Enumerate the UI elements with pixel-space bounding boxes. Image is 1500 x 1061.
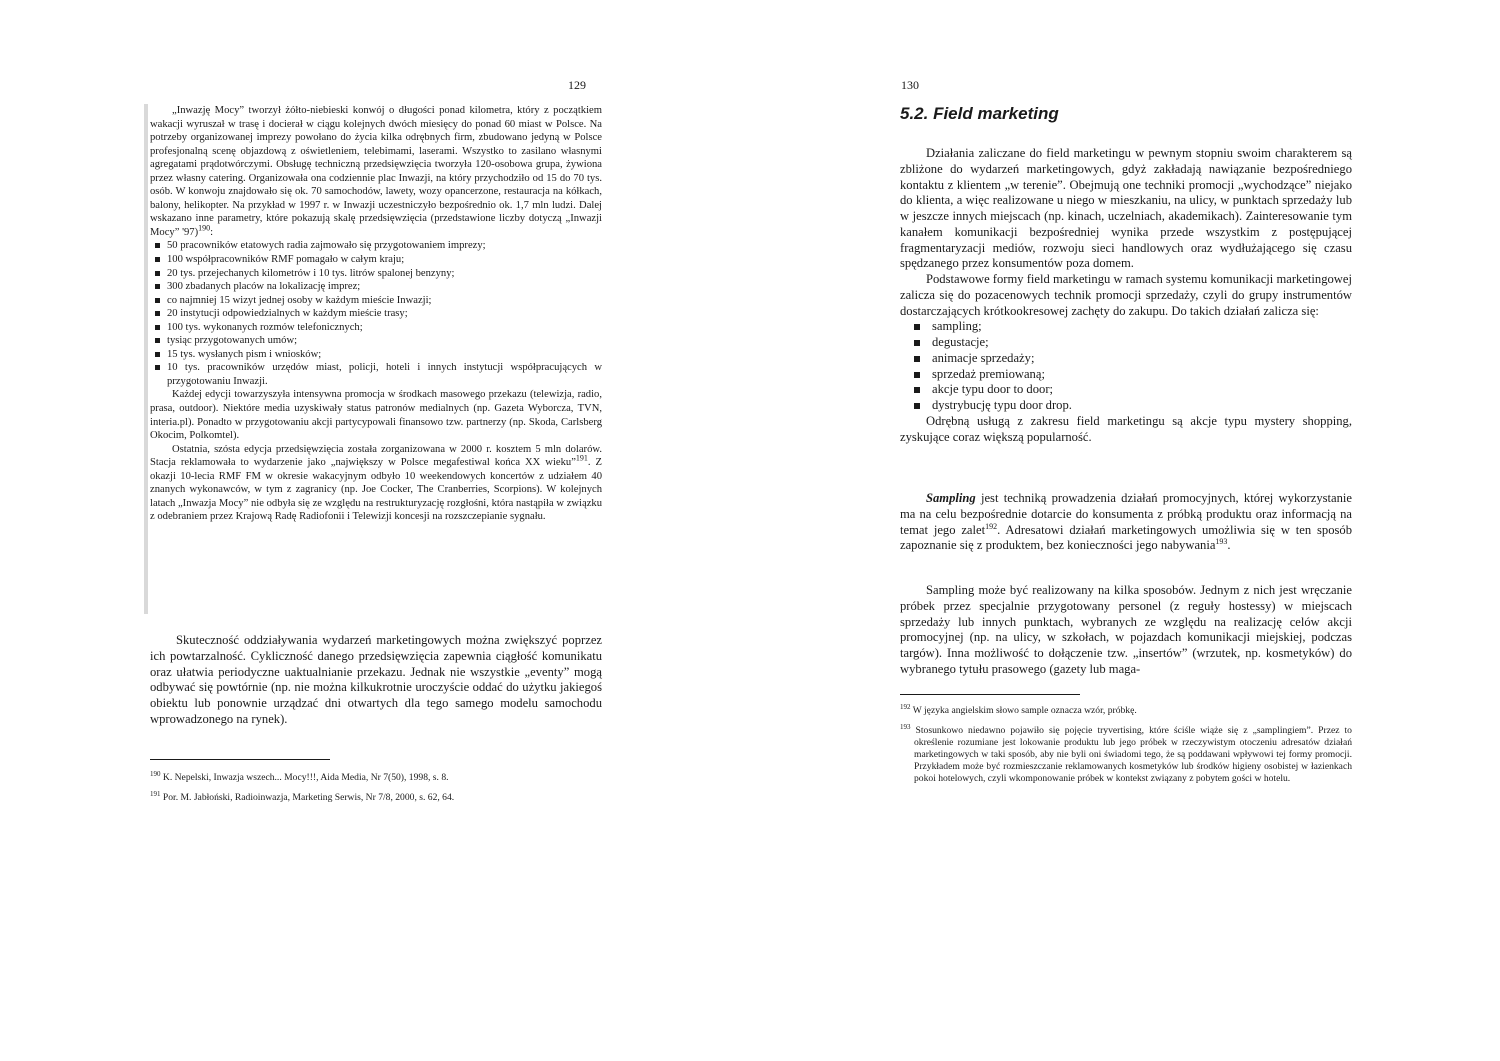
list-item: 15 tys. wysłanych pism i wniosków; — [167, 348, 602, 362]
list-item: 300 zbadanych placów na lokalizację imprez; — [167, 280, 602, 294]
body-text — [900, 146, 1352, 445]
footnote: $^{190}$ K. Nepelski, Inwazja wszech... Mocy!!!, Aida Media, Nr 7(50), 1998, s. 8. — [150, 770, 449, 784]
right-page — [750, 0, 1500, 1061]
footnote-ref[interactable]: 190 — [198, 223, 211, 233]
footnotes — [900, 701, 1352, 789]
list-item: 10 tys. pracowników urzędów miast, policji, hoteli i innych instytucji współpracujących w przygotowaniu Inwazji. — [167, 362, 602, 387]
list-item: sprzedaż premiowaną; — [932, 367, 1352, 383]
box-margin-bar — [144, 104, 148, 614]
footnote-ref[interactable]: 192 — [985, 521, 998, 531]
list-item: 20 tys. przejechanych kilometrów i 10 tys. litrów spalonej benzyny; — [167, 267, 602, 281]
list-item: 100 tys. wykonanych rozmów telefonicznych; — [167, 321, 602, 335]
paragraph: Sampling może być realizowany na kilka sposobów. Jednym z nich jest wręczanie próbek przez specjalnie przygotowany personel (z reguły hostessy) w miejscach sprzedaży lub innych punktach, wybranych ze względu na realizację celów akcji promocyjnej (np. na ulicy, w szkołach, w pojazdach komunikacji miejskiej, podczas targów). Inna możliwość to dołączenie tzw. „insertów” (wrzutek, np. kosmetyków) do wybranego tytułu prasowego (gazety lub maga- — [900, 583, 1352, 676]
list-item: dystrybucję typu door drop. — [932, 398, 1352, 414]
box-paragraph: Każdej edycji towarzyszyła intensywna promocja w środkach masowego przekazu (telewizja, radio, prasa, outdoor). Niektóre media uzyskiwały status patronów medialnych (np. Gazeta Wyborcza, TVN, interia.pl). Ponadto w przygotowaniu akcji partycypowali finansowo tzw. partnerzy (np. Skoda, Carlsberg Okocim, Polkomtel). — [150, 389, 602, 442]
footnotes — [150, 768, 602, 808]
list-item: tysiąc przygotowanych umów; — [167, 334, 602, 348]
list-item: degustacje; — [932, 335, 1352, 351]
paragraph: Odrębną usługą z zakresu field marketingu są akcje typu mystery shopping, zyskujące coraz większą popularność. — [900, 413, 1352, 444]
body-text — [150, 633, 602, 728]
list-item: akcje typu door to door; — [932, 382, 1352, 398]
term-sampling: Sampling — [926, 491, 976, 505]
list-item: sampling; — [932, 319, 1352, 335]
section-heading: 5.2. Field marketing — [900, 104, 1059, 123]
list-item: co najmniej 15 wizyt jednej osoby w każdym mieście Inwazji; — [167, 294, 602, 308]
paragraph: Podstawowe formy field marketingu w ramach systemu komunikacji marketingowej zalicza się do pozacenowych technik promocji sprzedaży, czyli do grupy instrumentów dostarczających krótkookresowej zachęty do zakupu. Do takich działań zalicza się: — [900, 272, 1352, 318]
footnote: $^{192}$ W języka angielskim słowo sample oznacza wzór, próbkę. — [900, 703, 1137, 717]
list-item: 20 instytucji odpowiedzialnych w każdym mieście trasy; — [167, 307, 602, 321]
bullet-list — [900, 319, 1352, 414]
case-study-box — [150, 104, 602, 524]
paragraph: Skuteczność oddziaływania wydarzeń marketingowych można zwiększyć poprzez ich powtarzalność. Cykliczność danego przedsięwzięcia zapewnia ciągłość komunikatu oraz ułatwia periodyczne uaktualnianie przekazu. Jednak nie wszystkie „eventy” mogą odbywać się powtórnie (np. nie można kilkukrotnie uroczyście oddać do użytku jakiegoś obiektu lub ponownie urządzać dni otwartych dla tego samego modelu samochodu wprowadzonego na rynek). — [150, 633, 602, 726]
box-paragraph: „Inwazję Mocy” tworzył żółto-niebieski konwój o długości ponad kilometra, który z początkiem wakacji wyruszał w trasę i docierał w ciągu kolejnych dwóch miesięcy do ponad 60 miast w Polsce. Na potrzeby organizowanej imprezy powołano do życia kilka odrębnych firm, zbudowano jedyną w Polsce profesjonalną scenę objazdową z oświetleniem, telebimami, laserami. Wszystko to zasilano własnymi agregatami prądotwórczymi. Obsługę techniczną przedsięwzięcia tworzyła 120-osobowa grupa, żywiona przez własny catering. Organizowała ona codziennie plac Inwazji, na który przychodziło od 15 do 70 tys. osób. W konwoju znajdowało się ok. 70 samochodów, lawety, wozy opancerzone, restauracja na kółkach, balony, helikopter. Na przykład w 1997 r. w Inwazji uczestniczyło bezpośrednio ok. 1,7 mln ludzi. Dalej wskazano inne parametry, które pokazują skalę przedsięwzięcia (przedstawione liczby dotyczą „Inwazji Mocy” '97)$^{190}$: — [150, 105, 602, 238]
footnote-ref[interactable]: 193 — [1215, 537, 1228, 547]
footnote-rule — [150, 759, 330, 760]
footnote: $^{191}$ Por. M. Jabłoński, Radioinwazja, Marketing Serwis, Nr 7/8, 2000, s. 62, 64. — [150, 790, 455, 804]
footnote-rule — [900, 694, 1080, 695]
page-number: 130 — [901, 78, 919, 92]
box-paragraph: Ostatnia, szósta edycja przedsięwzięcia została zorganizowana w 2000 r. kosztem 5 mln dolarów. Stacja reklamowała to wydarzenie jako „największy w Polsce megafestiwal końca XX wieku”$^{191}$. Z okazji 10-lecia RMF FM w okresie wakacyjnym odbyło 10 weekendowych koncertów z udziałem 40 znanych wykonawców, w tym z zagranicy (np. Joe Cocker, The Cranberries, Scorpions). W kolejnych latach „Inwazja Mocy” nie odbyła się ze względu na restrukturyzację rozgłośni, która nastąpiła w związku z odebraniem przez Krajową Radę Radiofonii i Telewizji koncesji na rozszczepianie sygnału. — [150, 443, 602, 523]
body-text — [900, 583, 1352, 678]
list-item: 100 współpracowników RMF pomagało w całym kraju; — [167, 253, 602, 267]
list-item: 50 pracowników etatowych radia zajmowało się przygotowaniem imprezy; — [167, 239, 602, 253]
footnote: $^{193}$ Stosunkowo niedawno pojawiło się pojęcie tryvertising, które ściśle wiąże się z „samplingiem”. Przez to określenie rozumiane jest lokowanie produktu lub jego próbek w rzeczywistym otoczeniu adresatów działań marketingowych w taki sposób, aby nie byli oni świadomi tego, że są poddawani wpływowi tej formy promocji. Przykładem może być rozmieszczanie reklamowanych kosmetyków lub środków higieny osobistej w łazienkach pokoi hotelowych, czyli wkomponowanie próbek w kontekst związany z pobytem gości w hotelu. — [900, 723, 1352, 785]
paragraph: Sampling jest techniką prowadzenia działań promocyjnych, której wykorzystanie ma na celu bezpośrednie dotarcie do konsumenta z próbką produktu oraz informacją na temat jego zalet$^{192}$. Adresatowi działań marketingowych umożliwia się w ten sposób zapoznanie się z produktem, bez konieczności jego nabywania$^{193}$. — [900, 491, 1352, 553]
body-text — [900, 491, 1352, 554]
paragraph: Działania zaliczane do field marketingu w pewnym stopniu swoim charakterem są zbliżone do wydarzeń marketingowych, gdyż zakładają nawiązanie bezpośredniego kontaktu z klientem „w terenie”. Obejmują one techniki promocji „wychodzące” niejako do klienta, a więc realizowane u niego w mieszkaniu, na ulicy, w punktach sprzedaży lub w jeszcze innych miejscach (np. kinach, uczelniach, akademikach). Zainteresowanie tym kanałem komunikacji bezpośredniej wynika przede wszystkim z postępującej fragmentaryzacji mediów, rozwoju sieci handlowych oraz wydłużającego się czasu spędzanego przez konsumentów poza domem. — [900, 146, 1352, 271]
footnote-ref[interactable]: 191 — [575, 453, 588, 463]
box-bullet-list — [150, 239, 602, 388]
list-item: animacje sprzedaży; — [932, 351, 1352, 367]
page-number: 129 — [568, 78, 586, 92]
